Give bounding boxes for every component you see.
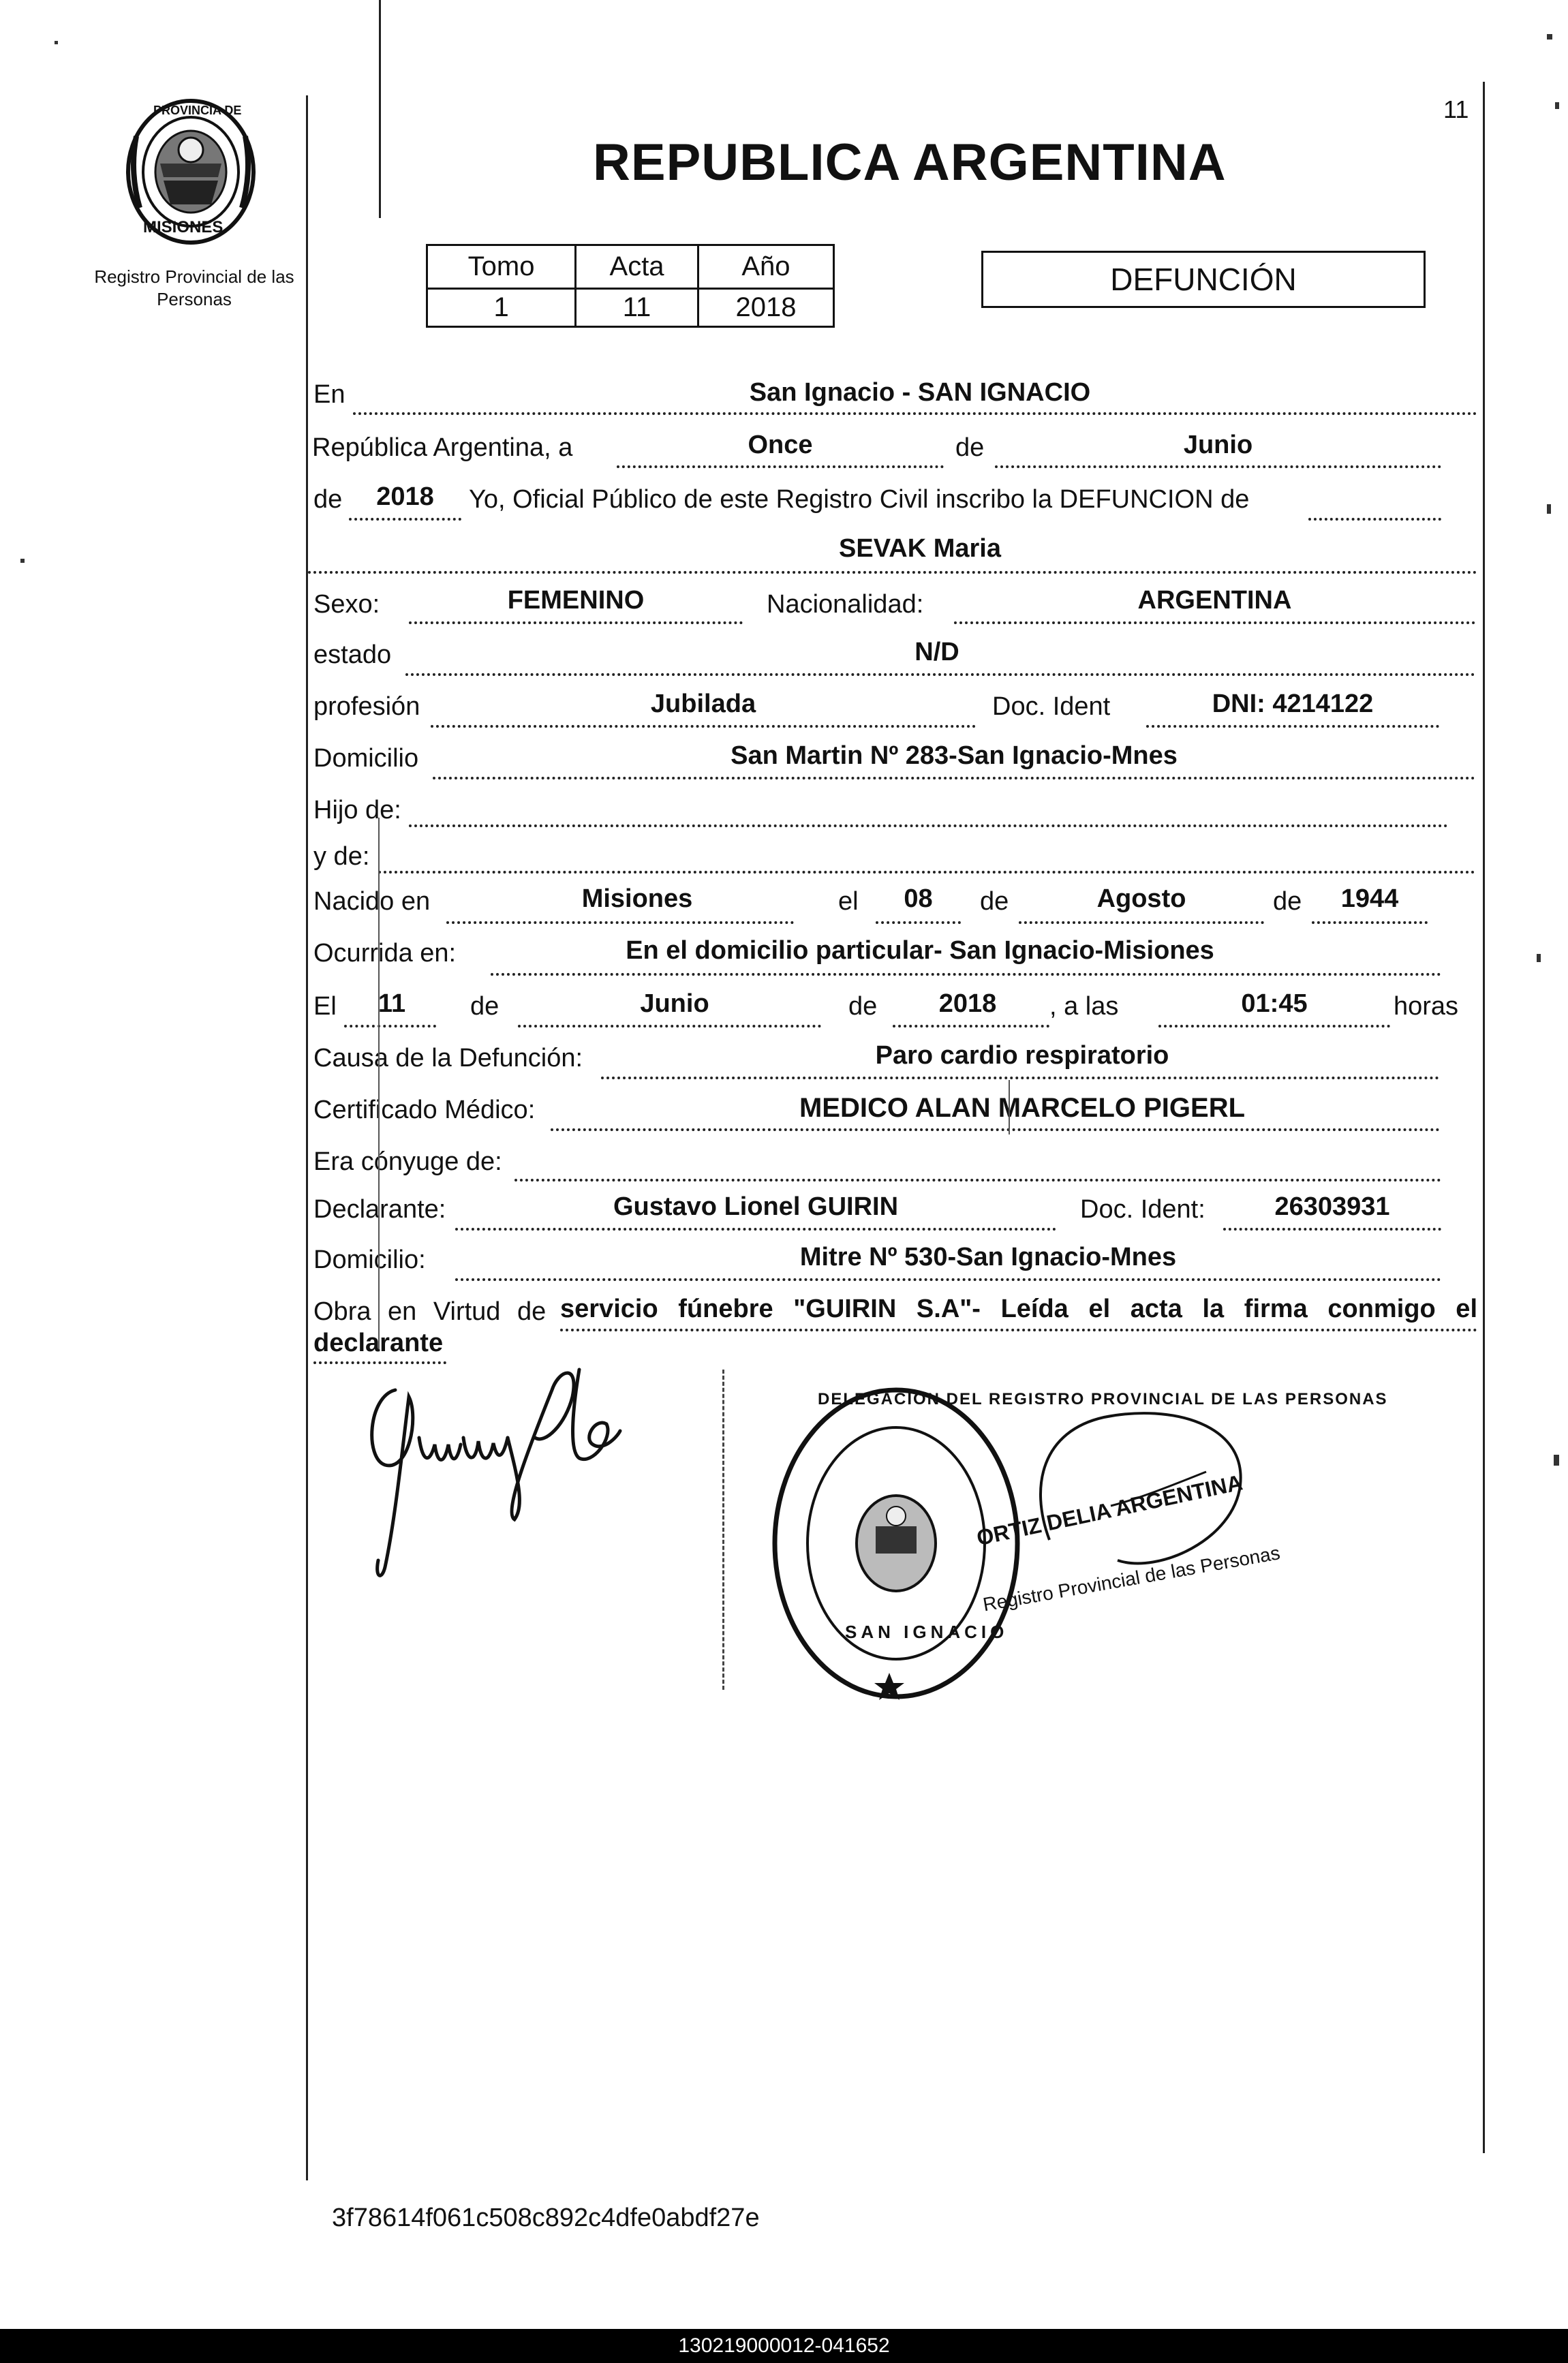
footer-code: 130219000012-041652 bbox=[678, 2334, 890, 2357]
scan-speck bbox=[1547, 504, 1551, 514]
scan-artifact-line-2 bbox=[1009, 1080, 1010, 1134]
scan-speck bbox=[20, 559, 25, 563]
sexo-label: Sexo: bbox=[313, 590, 380, 619]
causa-label: Causa de la Defunción: bbox=[313, 1044, 583, 1072]
scan-speck bbox=[1537, 954, 1541, 962]
nacionalidad-label: Nacionalidad: bbox=[767, 590, 924, 619]
yde-label: y de: bbox=[313, 842, 370, 871]
registry-name: Registro Provincial de las Personas bbox=[94, 266, 294, 309]
seal-text-bottom: MISIONES bbox=[143, 218, 224, 236]
anio-line bbox=[349, 518, 461, 521]
de-label-6: de bbox=[848, 992, 878, 1021]
causa-value: Paro cardio respiratorio bbox=[875, 1041, 1169, 1070]
declarant-signature-icon bbox=[354, 1342, 668, 1588]
republica-label: República Argentina, a bbox=[312, 433, 573, 462]
fallec-dia-value: 11 bbox=[378, 989, 406, 1018]
document-hash: 3f78614f061c508c892c4dfe0abdf27e bbox=[332, 2204, 760, 2232]
nacido-mes-line bbox=[1019, 921, 1264, 924]
ocurrida-line bbox=[491, 973, 1441, 976]
scan-speck bbox=[1554, 1455, 1559, 1466]
footer-bar bbox=[0, 2329, 1568, 2363]
obra-label: Obra en Virtud de bbox=[313, 1297, 547, 1326]
estado-line bbox=[405, 673, 1475, 676]
declarante-line bbox=[455, 1228, 1056, 1231]
stamp-ring-text: DELEGACION DEL REGISTRO PROVINCIAL DE LAS PERSONAS bbox=[818, 1390, 1388, 1408]
domicilio-value: San Martin Nº 283-San Ignacio-Mnes bbox=[731, 741, 1178, 770]
estado-label: estado bbox=[313, 640, 392, 669]
table-value-acta: 11 bbox=[576, 289, 698, 327]
horas-label: horas bbox=[1394, 992, 1459, 1021]
stamp-center-text: SAN IGNACIO bbox=[845, 1622, 1009, 1642]
reference-table bbox=[426, 244, 835, 328]
ocurrida-label: Ocurrida en: bbox=[313, 939, 457, 968]
dia-value: Once bbox=[748, 431, 813, 459]
obra-line bbox=[560, 1329, 1477, 1331]
scan-speck bbox=[55, 41, 58, 44]
scan-speck bbox=[1555, 102, 1559, 109]
fallec-mes-value: Junio bbox=[640, 989, 709, 1018]
oficial-text: Yo, Oficial Público de este Registro Civil inscribo la DEFUNCION de bbox=[469, 485, 1250, 514]
profesion-line bbox=[431, 725, 976, 728]
doc2-value: 26303931 bbox=[1274, 1192, 1390, 1221]
nacido-mes-value: Agosto bbox=[1096, 884, 1186, 913]
nacido-label: Nacido en bbox=[313, 887, 431, 916]
fallec-hora-line bbox=[1158, 1025, 1390, 1028]
table-value-tomo: 1 bbox=[427, 289, 576, 327]
fallec-dia-line bbox=[344, 1025, 436, 1028]
hijo-label: Hijo de: bbox=[313, 796, 401, 824]
ocurrida-value: En el domicilio particular- San Ignacio-Misiones bbox=[626, 936, 1214, 965]
de-label-1: de bbox=[955, 433, 985, 462]
doc2-line bbox=[1223, 1228, 1441, 1231]
sexo-value: FEMENINO bbox=[507, 586, 645, 615]
domicilio-line bbox=[433, 777, 1475, 779]
domicilio-label: Domicilio bbox=[313, 744, 419, 773]
nacido-dia-line bbox=[876, 921, 961, 924]
yde-line bbox=[378, 871, 1475, 874]
declarante-label: Declarante: bbox=[313, 1195, 446, 1224]
nacido-lugar-value: Misiones bbox=[581, 884, 693, 913]
conyuge-label: Era cónyuge de: bbox=[313, 1147, 502, 1176]
obra-value-2: declarante bbox=[313, 1329, 444, 1357]
nacido-anio-line bbox=[1312, 921, 1428, 924]
officer-role: Registro Provincial de las Personas bbox=[981, 1542, 1282, 1616]
dia-line bbox=[617, 465, 944, 468]
margin-rule-left bbox=[306, 95, 308, 2180]
hijo-line bbox=[409, 824, 1448, 827]
officer-name: ORTIZ DELIA ARGENTINA bbox=[974, 1470, 1245, 1551]
scan-artifact-line bbox=[378, 818, 380, 1349]
fallec-anio-value: 2018 bbox=[938, 989, 997, 1018]
en-value: San Ignacio - SAN IGNACIO bbox=[749, 378, 1091, 407]
profesion-value: Jubilada bbox=[650, 690, 756, 718]
fallec-anio-line bbox=[893, 1025, 1049, 1028]
fallec-mes-line bbox=[518, 1025, 821, 1028]
nombre-line bbox=[308, 571, 1477, 574]
domicilio2-value: Mitre Nº 530-San Ignacio-Mnes bbox=[799, 1243, 1177, 1271]
estado-value: N/D bbox=[914, 638, 959, 666]
doc-line bbox=[1146, 725, 1439, 728]
scan-speck bbox=[1547, 34, 1552, 40]
alas-label: , a las bbox=[1049, 992, 1119, 1021]
page-number: 11 bbox=[1443, 95, 1469, 123]
scan-artifact-dashed bbox=[722, 1370, 724, 1690]
nacido-anio-value: 1944 bbox=[1340, 884, 1399, 913]
table-header-acta: Acta bbox=[576, 245, 698, 289]
fallec-hora-value: 01:45 bbox=[1241, 989, 1308, 1018]
conyuge-line bbox=[514, 1179, 1441, 1182]
de-label-5: de bbox=[470, 992, 499, 1021]
nombre-value: SEVAK Maria bbox=[839, 534, 1001, 563]
table-header-anio: Año bbox=[698, 245, 833, 289]
de-label-2: de bbox=[313, 485, 343, 514]
mes-value: Junio bbox=[1183, 431, 1253, 459]
anio-value: 2018 bbox=[376, 482, 434, 511]
doc-label: Doc. Ident bbox=[992, 692, 1111, 721]
el-label: el bbox=[838, 887, 859, 916]
doc-value: DNI: 4214122 bbox=[1212, 690, 1374, 718]
nacido-lugar-line bbox=[446, 921, 794, 924]
seal-text-top: PROVINCIA DE bbox=[153, 104, 242, 117]
page-title: REPUBLICA ARGENTINA bbox=[593, 134, 1227, 191]
mes-line bbox=[995, 465, 1441, 468]
causa-line bbox=[601, 1077, 1439, 1079]
table-value-anio: 2018 bbox=[698, 289, 833, 327]
obra-value: servicio fúnebre "GUIRIN S.A"- Leída el acta la firma conmigo el bbox=[560, 1295, 1477, 1323]
record-type-box: DEFUNCIÓN bbox=[981, 251, 1426, 308]
profesion-label: profesión bbox=[313, 692, 420, 721]
domicilio2-line bbox=[455, 1278, 1441, 1281]
declarante-value: Gustavo Lionel GUIRIN bbox=[613, 1192, 899, 1221]
en-line bbox=[353, 412, 1477, 415]
table-header-tomo: Tomo bbox=[427, 245, 576, 289]
margin-rule-top bbox=[379, 0, 381, 218]
de-label-3: de bbox=[980, 887, 1009, 916]
margin-rule-right bbox=[1483, 82, 1485, 2153]
sexo-line bbox=[409, 621, 743, 624]
domicilio2-label: Domicilio: bbox=[313, 1246, 426, 1274]
el2-label: El bbox=[313, 992, 337, 1021]
doc2-label: Doc. Ident: bbox=[1080, 1195, 1205, 1224]
en-label: En bbox=[313, 380, 345, 409]
certificado-label: Certificado Médico: bbox=[313, 1096, 536, 1124]
certificado-value: MEDICO ALAN MARCELO PIGERL bbox=[799, 1093, 1246, 1123]
nacionalidad-value: ARGENTINA bbox=[1137, 586, 1292, 615]
oficial-line bbox=[1308, 518, 1441, 521]
certificado-line bbox=[551, 1128, 1440, 1131]
nacionalidad-line bbox=[954, 621, 1475, 624]
de-label-4: de bbox=[1273, 887, 1302, 916]
nacido-dia-value: 08 bbox=[904, 884, 933, 913]
